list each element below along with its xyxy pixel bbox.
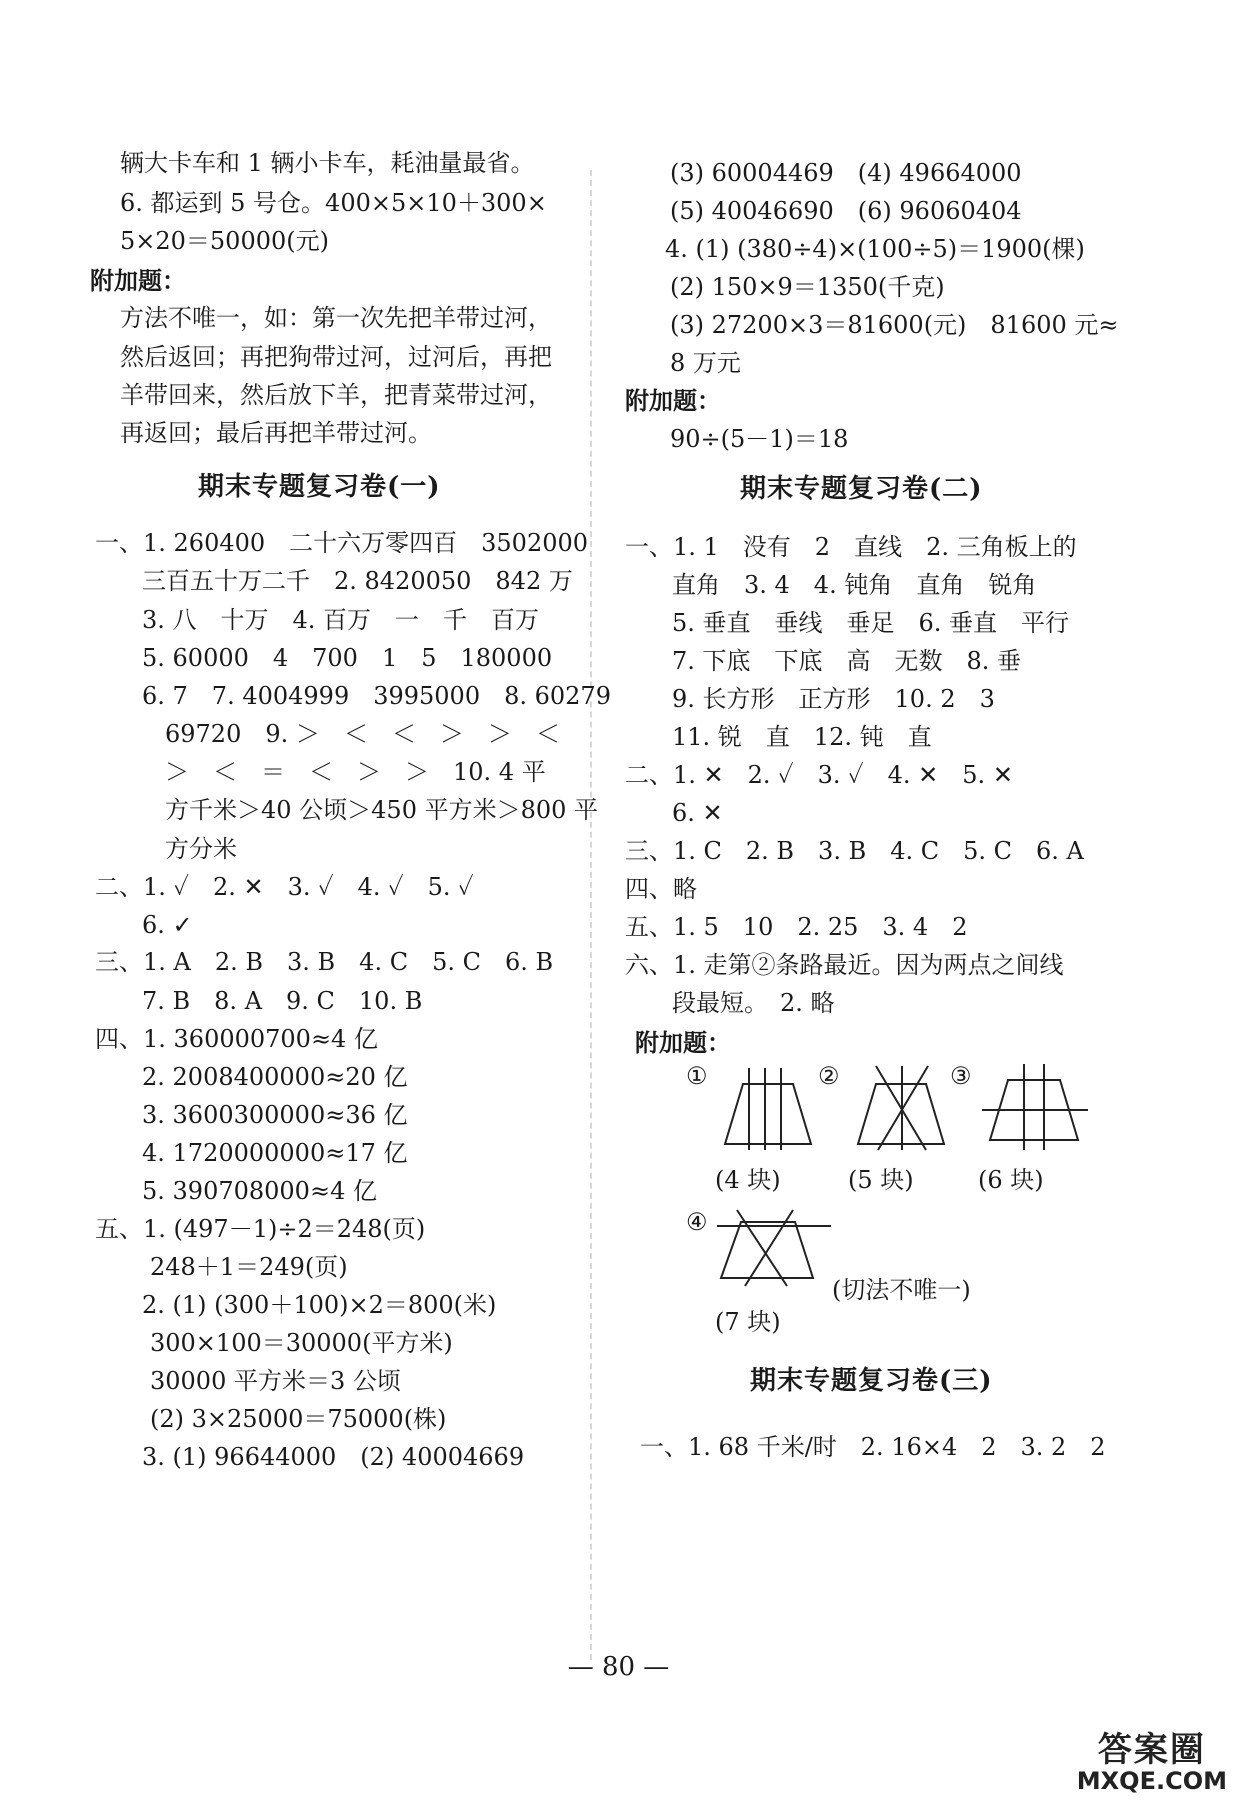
answer-line: 30000 平方米＝3 公顷 (150, 1367, 401, 1395)
answer-line: 辆大卡车和 1 辆小卡车，耗油量最省。 (120, 149, 535, 177)
figure-number: ③ (950, 1062, 972, 1090)
answer-line: 3. 3600300000≈36 亿 (142, 1101, 408, 1129)
answer-line: 6. ✕ (672, 799, 723, 827)
figure-number: ② (818, 1062, 840, 1090)
answer-line: 三百五十万二千 2. 8420050 842 万 (142, 567, 573, 595)
figure-number: ④ (686, 1208, 708, 1236)
trapezoid-cut-figure-4 (715, 1208, 835, 1288)
answer-line: 一、1. 260400 二十六万零四百 3502000 (95, 529, 589, 557)
answer-line: 5. 60000 4 700 1 5 180000 (142, 644, 553, 672)
answer-line: 3. 八 十万 4. 百万 一 千 百万 (142, 606, 540, 634)
answer-line: 一、1. 68 千米/时 2. 16×4 2 3. 2 2 (640, 1433, 1106, 1461)
answer-line: 9. 长方形 正方形 10. 2 3 (672, 685, 995, 713)
answer-line: 方千米＞40 公顷＞450 平方米＞800 平 (165, 796, 599, 824)
answer-line: 5. 390708000≈4 亿 (142, 1177, 377, 1205)
figure-note: (切法不唯一) (832, 1276, 971, 1304)
answer-line: 69720 9. ＞ ＜ ＜ ＞ ＞ ＜ (165, 720, 560, 748)
answer-line: 90÷(5－1)＝18 (670, 425, 849, 453)
answer-line: 7. 下底 下底 高 无数 8. 垂 (672, 647, 1022, 675)
answer-line: 五、1. 5 10 2. 25 3. 4 2 (625, 913, 968, 941)
answer-line: 3. (1) 96644000 (2) 40004669 (142, 1443, 525, 1471)
trapezoid-cut-figure-3 (980, 1062, 1090, 1152)
figure-caption: (4 块) (715, 1166, 781, 1194)
answer-line: ＞ ＜ ＝ ＜ ＞ ＞ 10. 4 平 (165, 758, 546, 786)
answer-line: 4. 1720000000≈17 亿 (142, 1139, 408, 1167)
answer-line: (5) 40046690 (6) 96060404 (670, 197, 1022, 225)
section-title: 期末专题复习卷(二) (740, 474, 983, 504)
trapezoid-cut-figure-2 (848, 1062, 958, 1152)
answer-line: 三、1. A 2. B 3. B 4. C 5. C 6. B (95, 948, 554, 976)
bonus-heading: 附加题： (635, 1028, 731, 1057)
figure-number: ① (686, 1062, 708, 1090)
answer-line: 300×100＝30000(平方米) (150, 1329, 453, 1357)
answer-line: 二、1. ✕ 2. ✓ 3. ✓ 4. ✕ 5. ✕ (625, 761, 1013, 789)
answer-line: 四、略 (625, 875, 697, 903)
answer-line: 再返回；最后再把羊带过河。 (120, 419, 432, 447)
answer-line: 6. 7 7. 4004999 3995000 8. 60279 (142, 682, 611, 710)
answer-line: 然后返回；再把狗带过河，过河后，再把 (120, 343, 552, 371)
answer-line: 六、1. 走第②条路最近。因为两点之间线 (625, 951, 1064, 979)
bonus-heading: 附加题： (90, 266, 186, 295)
column-divider (590, 170, 592, 1660)
answer-line: 直角 3. 4 4. 钝角 直角 锐角 (672, 571, 1037, 599)
answer-line: (3) 27200×3＝81600(元) 81600 元≈ (670, 311, 1119, 339)
answer-line: 段最短。 2. 略 (672, 989, 835, 1017)
page-number: — 80 — (567, 1652, 670, 1682)
answer-line: 方分米 (165, 835, 237, 863)
answer-line: 4. (1) (380÷4)×(100÷5)＝1900(棵) (665, 235, 1085, 263)
section-title: 期末专题复习卷(一) (198, 472, 441, 502)
figure-caption: (5 块) (848, 1166, 914, 1194)
figure-caption: (7 块) (715, 1308, 781, 1336)
answer-line: 三、1. C 2. B 3. B 4. C 5. C 6. A (625, 837, 1084, 865)
watermark-logo (1077, 1732, 1227, 1794)
answer-line: (2) 3×25000＝75000(株) (150, 1405, 447, 1433)
answer-line: 7. B 8. A 9. C 10. B (142, 987, 423, 1015)
answer-line: 6. 都运到 5 号仓。400×5×10＋300× (120, 189, 547, 217)
section-title: 期末专题复习卷(三) (750, 1366, 993, 1396)
watermark-url: MXQE.COM (1076, 1767, 1227, 1795)
bonus-heading: 附加题： (625, 386, 721, 415)
watermark-text: 答案圈 (1097, 1730, 1206, 1770)
trapezoid-cut-figure-1 (715, 1062, 825, 1152)
answer-line: 8 万元 (670, 349, 741, 377)
answer-line: 11. 锐 直 12. 钝 直 (672, 723, 932, 751)
answer-line: 一、1. 1 没有 2 直线 2. 三角板上的 (625, 533, 1077, 561)
answer-line: 2. 2008400000≈20 亿 (142, 1063, 408, 1091)
answer-line: 5. 垂直 垂线 垂足 6. 垂直 平行 (672, 609, 1070, 637)
figure-caption: (6 块) (978, 1166, 1044, 1194)
answer-line: 方法不唯一，如：第一次先把羊带过河， (120, 304, 552, 332)
answer-line: 四、1. 360000700≈4 亿 (95, 1025, 378, 1053)
answer-line: (3) 60004469 (4) 49664000 (670, 159, 1022, 187)
answer-line: (2) 150×9＝1350(千克) (670, 273, 945, 301)
answer-line: 羊带回来，然后放下羊，把青菜带过河， (120, 381, 552, 409)
answer-line: 6. ✓ (142, 911, 193, 939)
answer-line: 二、1. ✓ 2. ✕ 3. ✓ 4. ✓ 5. ✓ (95, 873, 474, 901)
answer-line: 五、1. (497－1)÷2＝248(页) (95, 1215, 426, 1243)
answer-line: 2. (1) (300＋100)×2＝800(米) (142, 1291, 497, 1319)
answer-line: 5×20＝50000(元) (120, 227, 329, 255)
answer-line: 248＋1＝249(页) (150, 1253, 348, 1281)
